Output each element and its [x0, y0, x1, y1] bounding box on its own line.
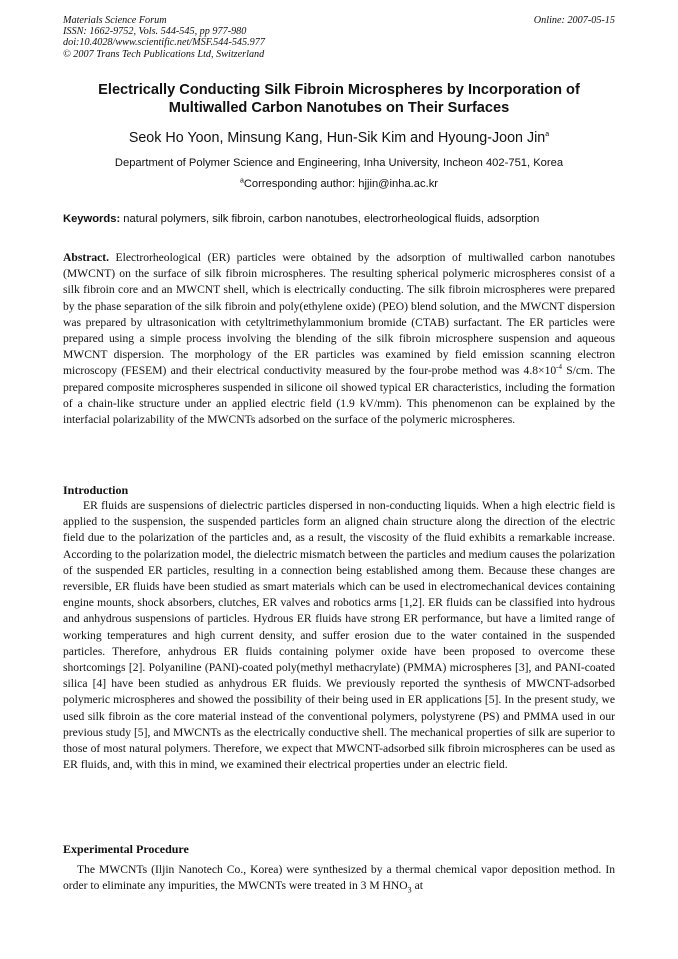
abstract-text-2: S/cm. The prepared composite microspheres suspended in silicone oil showed typical ER characteristics, including the formation of a chain-like structure under an applied electric field (1.9 kV/mm). This phenomenon can be explained by the interfacial polarizability of the MWCNTs adsorbed on the surface of the polymeric microspheres. [63, 364, 615, 427]
paper-title [63, 81, 615, 117]
copyright-line: © 2007 Trans Tech Publications Ltd, Switzerland [63, 48, 265, 60]
abstract-text-1: Electrorheological (ER) particles were obtained by the adsorption of multiwalled carbon nanotubes (MWCNT) on the surface of silk fibroin microspheres. The resulting spherical polymeric microspheres consist of a silk fibroin core and an MWCNT shell, which is electrically conducting. The silk fibroin microspheres were prepared by the phase separation of the silk fibroin and poly(ethylene oxide) (PEO) blend solution, and the MWCNT dispersion was prepared by ultrasonication with cetyltrimethylammonium bromide (CTAB) surfactant. The ER particles were prepared using a simple process involving the blending of the silk fibroin microsphere suspension and aqueous MWCNT dispersion. The morphology of the ER particles was examined by field emission scanning electron microscopy (FESEM) and their electrical conductivity measured by the four-probe method was 4.8×10 [63, 251, 615, 378]
doi-line: doi:10.4028/www.scientific.net/MSF.544-545.977 [63, 37, 265, 49]
abstract-label: Abstract. [63, 251, 110, 264]
title-line-1: Electrically Conducting Silk Fibroin Microspheres by Incorporation of [98, 82, 580, 98]
author-superscript: a [545, 131, 550, 139]
corresponding-text: Corresponding author: hjjin@inha.ac.kr [243, 178, 439, 190]
abstract [63, 250, 615, 428]
journal-name: Materials Science Forum [63, 15, 167, 26]
journal-header [63, 15, 615, 60]
title-line-2: Multiwalled Carbon Nanotubes on Their Surfaces [168, 100, 510, 116]
online-date: Online: 2007-05-15 [533, 15, 615, 26]
keywords-label: Keywords: [63, 213, 121, 225]
experimental-subscript: 3 [407, 885, 412, 895]
experimental-heading: Experimental Procedure [63, 842, 189, 856]
author-list [63, 129, 615, 147]
issn-line: ISSN: 1662-9752, Vols. 544-545, pp 977-980 [63, 26, 247, 38]
affiliation: Department of Polymer Science and Engineering, Inha University, Incheon 402-751, Korea [114, 157, 564, 169]
corresponding-superscript: a [239, 177, 244, 185]
introduction-text: ER fluids are suspensions of dielectric particles dispersed in non-conducting liquids. When a high electric field is applied to the suspension, the suspended particles form an aligned chain structure along the direction of the electric field due to the polarization of the particles and, as a result, the viscosity of the fluid exhibits a remarkable increase. According to the polarization model, the dielectric mismatch between the particles and medium causes the polarization of the suspended ER particles, resulting in a connection being established among them. Because these changes are reversible, ER fluids have been studied as smart materials which can be used in electromechanical devices containing engine mounts, shock absorbers, clutches, ER valves and robotics arms [1,2]. ER fluids can be classified into hydrous and anhydrous suspensions of particles. Hydrous ER fluids have strong ER performance, but have a limited range of working temperatures and high current density, and suffer erosion due to the water contained in the suspended particles. Therefore, anhydrous ER fluids containing polymer oxide have been proposed to overcome these shortcomings [2]. Polyaniline (PANI)-coated poly(methyl methacrylate) (PMMA) microspheres [3], and PANI-coated silica [4] have been studied as anhydrous ER fluids. We previously reported the synthesis of MWCNT-adsorbed polymeric microspheres and showed the possibility of their being used in ER applications [5]. In the present study, we used silk fibroin as the core material instead of the conventional polymers, polystyrene (PS) and PMMA used in our previous study [5], and MWCNTs as the electrically conductive shell. The mechanical properties of silk are superior to those of most natural polymers. Therefore, we expect that MWCNT-adsorbed silk fibroin microspheres can be used as ER fluids, and, with this in mind, we examined their electrical properties under an electric field. [63, 499, 615, 772]
corresponding-author [63, 177, 615, 192]
introduction-heading: Introduction [63, 483, 129, 497]
experimental-text [63, 862, 615, 894]
experimental-text-tail: at [411, 879, 423, 893]
experimental-text-body: The MWCNTs (Iljin Nanotech Co., Korea) were synthesized by a thermal chemical vapor deposition method. In order to eliminate any impurities, the MWCNTs were treated in 3 M HNO [63, 863, 615, 893]
keywords-text: natural polymers, silk fibroin, carbon nanotubes, electrorheological fluids, adsorption [120, 213, 540, 225]
keywords [63, 212, 623, 227]
authors-text: Seok Ho Yoon, Minsung Kang, Hun-Sik Kim and Hyoung-Joon Jin [128, 130, 546, 146]
abstract-exponent: -4 [556, 363, 563, 372]
